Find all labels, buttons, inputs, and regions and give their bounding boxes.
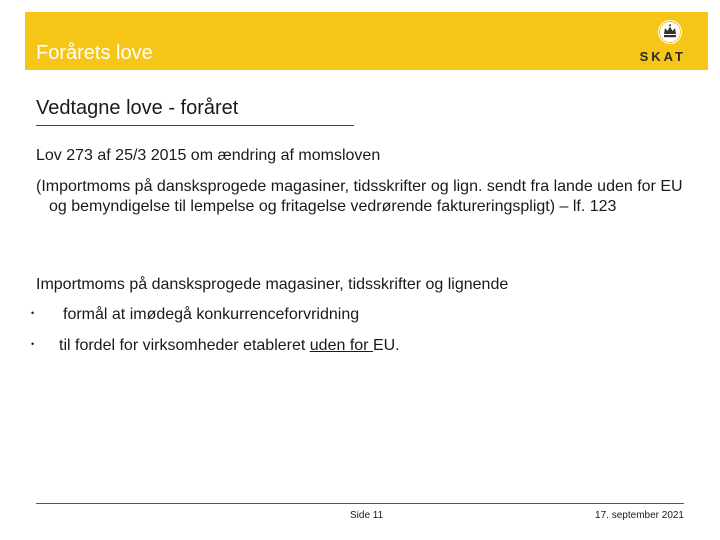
- section-subheading: Importmoms på dansksprogede magasiner, tidsskrifter og lignende: [36, 276, 509, 293]
- title-divider: [36, 125, 354, 126]
- skat-logo: [614, 18, 686, 66]
- bullet-text-underlined: uden for: [309, 337, 373, 354]
- bullet-icon: •: [31, 339, 35, 349]
- bullet-text-part: til fordel for virksomheder etableret: [59, 337, 310, 354]
- header-bar: [25, 12, 708, 70]
- page-number: Side 11: [350, 510, 384, 521]
- law-description: (Importmoms på dansksprogede magasiner, tidsskrifter og lign. sendt fra lande uden for EU og bemyndigelse til lempelse og fritagelse vedrørende faktureringspligt) – lf. 123: [36, 178, 683, 215]
- law-reference: Lov 273 af 25/3 2015 om ændring af momsloven: [36, 147, 381, 164]
- footer-date: 17. september 2021: [595, 510, 684, 521]
- crown-icon: [658, 20, 682, 44]
- logo-text: SKAT: [639, 49, 686, 64]
- footer-divider: [36, 503, 684, 504]
- bullet-icon: •: [31, 308, 35, 318]
- header-title: Forårets love: [36, 42, 153, 64]
- bullet-text-part: EU.: [372, 337, 400, 354]
- slide-title: Vedtagne love - foråret: [36, 97, 239, 119]
- bullet-text: formål at imødegå konkurrenceforvridning: [63, 306, 360, 323]
- bullet-text: [59, 337, 400, 355]
